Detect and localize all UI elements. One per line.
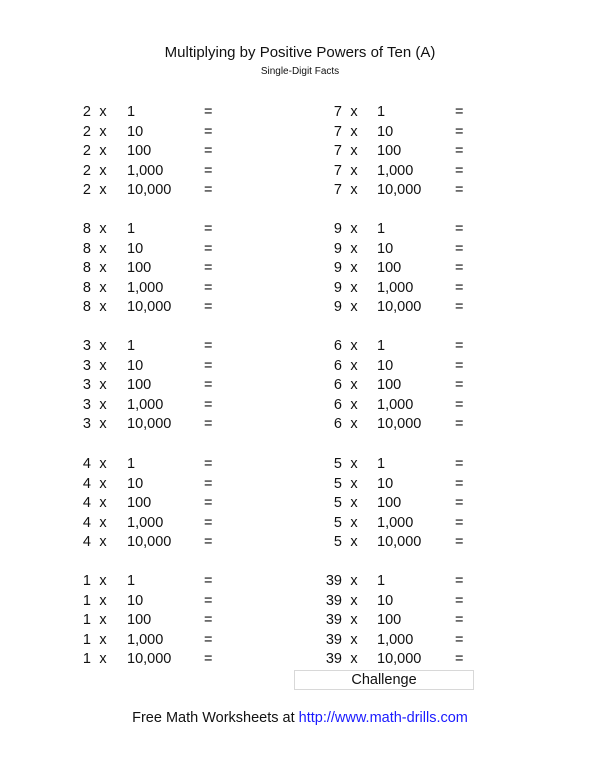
- equals-sign: =: [204, 377, 213, 394]
- factor-a: 8: [82, 299, 91, 316]
- problem-row: [0, 357, 600, 377]
- equals-sign: =: [455, 299, 464, 316]
- equals-sign: =: [204, 651, 213, 668]
- multiply-sign: x: [99, 651, 107, 668]
- problem-row: [0, 631, 600, 651]
- problem-row: [0, 475, 600, 495]
- equals-sign: =: [204, 240, 213, 257]
- factor-a: 5: [333, 514, 342, 531]
- equals-sign: =: [204, 299, 213, 316]
- factor-b: 100: [377, 495, 402, 512]
- equals-sign: =: [204, 514, 213, 531]
- factor-b: 10: [377, 357, 394, 374]
- multiply-sign: x: [99, 182, 107, 199]
- multiply-sign: x: [350, 514, 358, 531]
- factor-b: 100: [127, 495, 152, 512]
- equals-sign: =: [455, 651, 464, 668]
- factor-b: 10: [377, 592, 394, 609]
- equals-sign: =: [204, 182, 213, 199]
- factor-b: 1,000: [127, 514, 164, 531]
- factor-a: 1: [82, 573, 91, 589]
- factor-b: 10,000: [377, 182, 422, 199]
- problem-row: [0, 611, 600, 631]
- factor-a: 9: [333, 279, 342, 296]
- factor-b: 1,000: [377, 514, 414, 531]
- equals-sign: =: [455, 475, 464, 492]
- multiply-sign: x: [99, 260, 107, 277]
- factor-a: 5: [333, 495, 342, 512]
- factor-b: 10,000: [127, 182, 172, 199]
- factor-b: 1,000: [127, 162, 164, 179]
- multiply-sign: x: [99, 143, 107, 160]
- problem-row: [0, 376, 600, 396]
- factor-b: 1: [127, 104, 136, 120]
- factor-b: 1: [377, 104, 386, 120]
- equals-sign: =: [204, 573, 213, 589]
- footer-link[interactable]: http://www.math-drills.com: [298, 710, 468, 726]
- multiply-sign: x: [350, 123, 358, 140]
- multiply-sign: x: [99, 534, 107, 551]
- multiply-sign: x: [350, 592, 358, 609]
- equals-sign: =: [455, 221, 464, 237]
- multiply-sign: x: [99, 221, 107, 237]
- factor-b: 100: [127, 612, 152, 629]
- equals-sign: =: [204, 143, 213, 160]
- equals-sign: =: [204, 475, 213, 492]
- equals-sign: =: [204, 221, 213, 237]
- factor-a: 6: [333, 377, 342, 394]
- factor-b: 1,000: [127, 631, 164, 648]
- equals-sign: =: [204, 592, 213, 609]
- factor-a: 8: [82, 221, 91, 237]
- equals-sign: =: [455, 534, 464, 551]
- problem-row: [0, 259, 600, 279]
- factor-a: 3: [82, 396, 91, 413]
- factor-a: 7: [333, 143, 342, 160]
- multiply-sign: x: [350, 475, 358, 492]
- equals-sign: =: [455, 514, 464, 531]
- problem-row: [0, 123, 600, 143]
- problem-row: [0, 279, 600, 299]
- factor-b: 100: [127, 377, 152, 394]
- worksheet-title: Multiplying by Positive Powers of Ten (A): [164, 44, 436, 61]
- problem-row: [0, 455, 600, 475]
- factor-a: 6: [333, 338, 342, 354]
- factor-b: 1: [377, 573, 386, 589]
- multiply-sign: x: [99, 475, 107, 492]
- factor-a: 8: [82, 279, 91, 296]
- factor-b: 1: [127, 221, 136, 237]
- equals-sign: =: [455, 377, 464, 394]
- problem-block-right: [0, 220, 600, 318]
- multiply-sign: x: [350, 456, 358, 472]
- factor-a: 6: [333, 416, 342, 433]
- factor-b: 100: [377, 612, 402, 629]
- factor-a: 4: [82, 456, 91, 472]
- equals-sign: =: [455, 182, 464, 199]
- factor-b: 100: [377, 143, 402, 160]
- factor-b: 1,000: [127, 279, 164, 296]
- multiply-sign: x: [350, 299, 358, 316]
- footer-text: Free Math Worksheets at: [132, 710, 299, 726]
- equals-sign: =: [204, 338, 213, 354]
- problem-block-right: [0, 455, 600, 553]
- factor-b: 1: [377, 456, 386, 472]
- multiply-sign: x: [350, 260, 358, 277]
- factor-a: 6: [333, 357, 342, 374]
- equals-sign: =: [455, 495, 464, 512]
- problem-row: [0, 514, 600, 534]
- multiply-sign: x: [99, 416, 107, 433]
- problem-row: [0, 181, 600, 201]
- equals-sign: =: [455, 143, 464, 160]
- factor-b: 10,000: [127, 534, 172, 551]
- problem-block-right: [0, 572, 600, 670]
- factor-b: 1: [127, 456, 136, 472]
- factor-b: 10,000: [377, 534, 422, 551]
- problem-row: [0, 220, 600, 240]
- factor-a: 9: [333, 260, 342, 277]
- factor-b: 10: [377, 123, 394, 140]
- multiply-sign: x: [350, 240, 358, 257]
- multiply-sign: x: [99, 631, 107, 648]
- multiply-sign: x: [350, 221, 358, 237]
- multiply-sign: x: [350, 143, 358, 160]
- factor-a: 39: [325, 592, 342, 609]
- factor-a: 7: [333, 104, 342, 120]
- equals-sign: =: [204, 260, 213, 277]
- problem-block-right: [0, 103, 600, 201]
- factor-a: 39: [325, 573, 342, 589]
- problem-row: [0, 396, 600, 416]
- factor-b: 1,000: [377, 279, 414, 296]
- factor-a: 39: [325, 612, 342, 629]
- multiply-sign: x: [99, 279, 107, 296]
- multiply-sign: x: [99, 396, 107, 413]
- equals-sign: =: [204, 357, 213, 374]
- factor-b: 1: [127, 338, 136, 354]
- factor-b: 10: [127, 475, 144, 492]
- factor-a: 9: [333, 299, 342, 316]
- factor-b: 10: [127, 592, 144, 609]
- multiply-sign: x: [350, 338, 358, 354]
- equals-sign: =: [204, 123, 213, 140]
- equals-sign: =: [204, 104, 213, 120]
- multiply-sign: x: [350, 651, 358, 668]
- multiply-sign: x: [99, 357, 107, 374]
- factor-b: 10: [377, 240, 394, 257]
- multiply-sign: x: [350, 631, 358, 648]
- equals-sign: =: [204, 162, 213, 179]
- factor-a: 3: [82, 338, 91, 354]
- multiply-sign: x: [99, 240, 107, 257]
- factor-a: 4: [82, 514, 91, 531]
- multiply-sign: x: [99, 377, 107, 394]
- equals-sign: =: [455, 592, 464, 609]
- factor-a: 39: [325, 631, 342, 648]
- problem-row: [0, 240, 600, 260]
- equals-sign: =: [455, 104, 464, 120]
- problem-row: [0, 494, 600, 514]
- multiply-sign: x: [99, 495, 107, 512]
- factor-b: 10: [127, 240, 144, 257]
- factor-b: 100: [377, 260, 402, 277]
- equals-sign: =: [204, 534, 213, 551]
- factor-b: 1: [127, 573, 136, 589]
- factor-b: 1,000: [127, 396, 164, 413]
- factor-b: 1,000: [377, 631, 414, 648]
- factor-a: 1: [82, 612, 91, 629]
- factor-a: 3: [82, 416, 91, 433]
- multiply-sign: x: [99, 338, 107, 354]
- multiply-sign: x: [350, 573, 358, 589]
- problem-row: [0, 572, 600, 592]
- factor-a: 39: [325, 651, 342, 668]
- factor-b: 10: [127, 357, 144, 374]
- multiply-sign: x: [350, 357, 358, 374]
- factor-b: 10,000: [377, 416, 422, 433]
- equals-sign: =: [204, 612, 213, 629]
- equals-sign: =: [455, 123, 464, 140]
- factor-a: 5: [333, 456, 342, 472]
- factor-b: 10,000: [127, 299, 172, 316]
- multiply-sign: x: [350, 162, 358, 179]
- problem-row: [0, 142, 600, 162]
- multiply-sign: x: [99, 612, 107, 629]
- factor-a: 8: [82, 240, 91, 257]
- factor-b: 10,000: [377, 651, 422, 668]
- multiply-sign: x: [350, 612, 358, 629]
- problem-row: [0, 298, 600, 318]
- multiply-sign: x: [99, 573, 107, 589]
- problem-row: [0, 162, 600, 182]
- multiply-sign: x: [350, 182, 358, 199]
- equals-sign: =: [455, 162, 464, 179]
- factor-b: 10: [377, 475, 394, 492]
- factor-a: 4: [82, 495, 91, 512]
- equals-sign: =: [204, 456, 213, 472]
- factor-b: 10,000: [127, 651, 172, 668]
- factor-b: 100: [377, 377, 402, 394]
- equals-sign: =: [455, 396, 464, 413]
- equals-sign: =: [455, 416, 464, 433]
- problem-row: [0, 592, 600, 612]
- equals-sign: =: [455, 573, 464, 589]
- factor-b: 1,000: [377, 162, 414, 179]
- equals-sign: =: [204, 416, 213, 433]
- multiply-sign: x: [350, 495, 358, 512]
- problem-row: [0, 337, 600, 357]
- factor-b: 1,000: [377, 396, 414, 413]
- equals-sign: =: [204, 279, 213, 296]
- factor-a: 7: [333, 162, 342, 179]
- factor-a: 6: [333, 396, 342, 413]
- multiply-sign: x: [99, 162, 107, 179]
- multiply-sign: x: [99, 514, 107, 531]
- factor-a: 1: [82, 592, 91, 609]
- factor-a: 7: [333, 182, 342, 199]
- factor-a: 2: [82, 104, 91, 120]
- factor-a: 1: [82, 631, 91, 648]
- factor-a: 2: [82, 143, 91, 160]
- equals-sign: =: [455, 240, 464, 257]
- factor-b: 100: [127, 260, 152, 277]
- multiply-sign: x: [99, 299, 107, 316]
- factor-a: 2: [82, 162, 91, 179]
- factor-a: 2: [82, 123, 91, 140]
- equals-sign: =: [455, 456, 464, 472]
- problem-row: [0, 103, 600, 123]
- factor-a: 5: [333, 475, 342, 492]
- problem-row: [0, 533, 600, 553]
- multiply-sign: x: [350, 416, 358, 433]
- problem-block-right: [0, 337, 600, 435]
- worksheet-subtitle: Single-Digit Facts: [260, 66, 340, 77]
- factor-a: 8: [82, 260, 91, 277]
- multiply-sign: x: [99, 592, 107, 609]
- factor-a: 3: [82, 357, 91, 374]
- factor-b: 10,000: [377, 299, 422, 316]
- factor-b: 10: [127, 123, 144, 140]
- multiply-sign: x: [350, 279, 358, 296]
- multiply-sign: x: [350, 396, 358, 413]
- multiply-sign: x: [99, 123, 107, 140]
- factor-a: 9: [333, 221, 342, 237]
- factor-a: 7: [333, 123, 342, 140]
- factor-a: 5: [333, 534, 342, 551]
- factor-a: 4: [82, 475, 91, 492]
- factor-a: 2: [82, 182, 91, 199]
- factor-b: 1: [377, 338, 386, 354]
- footer: [0, 709, 600, 727]
- equals-sign: =: [455, 631, 464, 648]
- factor-a: 4: [82, 534, 91, 551]
- factor-a: 9: [333, 240, 342, 257]
- multiply-sign: x: [350, 104, 358, 120]
- factor-b: 10,000: [127, 416, 172, 433]
- equals-sign: =: [455, 357, 464, 374]
- multiply-sign: x: [350, 534, 358, 551]
- multiply-sign: x: [99, 456, 107, 472]
- equals-sign: =: [455, 612, 464, 629]
- factor-a: 3: [82, 377, 91, 394]
- equals-sign: =: [455, 279, 464, 296]
- problem-row: [0, 650, 600, 670]
- equals-sign: =: [455, 260, 464, 277]
- equals-sign: =: [204, 396, 213, 413]
- multiply-sign: x: [350, 377, 358, 394]
- equals-sign: =: [455, 338, 464, 354]
- factor-a: 1: [82, 651, 91, 668]
- equals-sign: =: [204, 495, 213, 512]
- equals-sign: =: [204, 631, 213, 648]
- factor-b: 1: [377, 221, 386, 237]
- factor-b: 100: [127, 143, 152, 160]
- challenge-label: Challenge: [294, 670, 474, 690]
- multiply-sign: x: [99, 104, 107, 120]
- problem-row: [0, 415, 600, 435]
